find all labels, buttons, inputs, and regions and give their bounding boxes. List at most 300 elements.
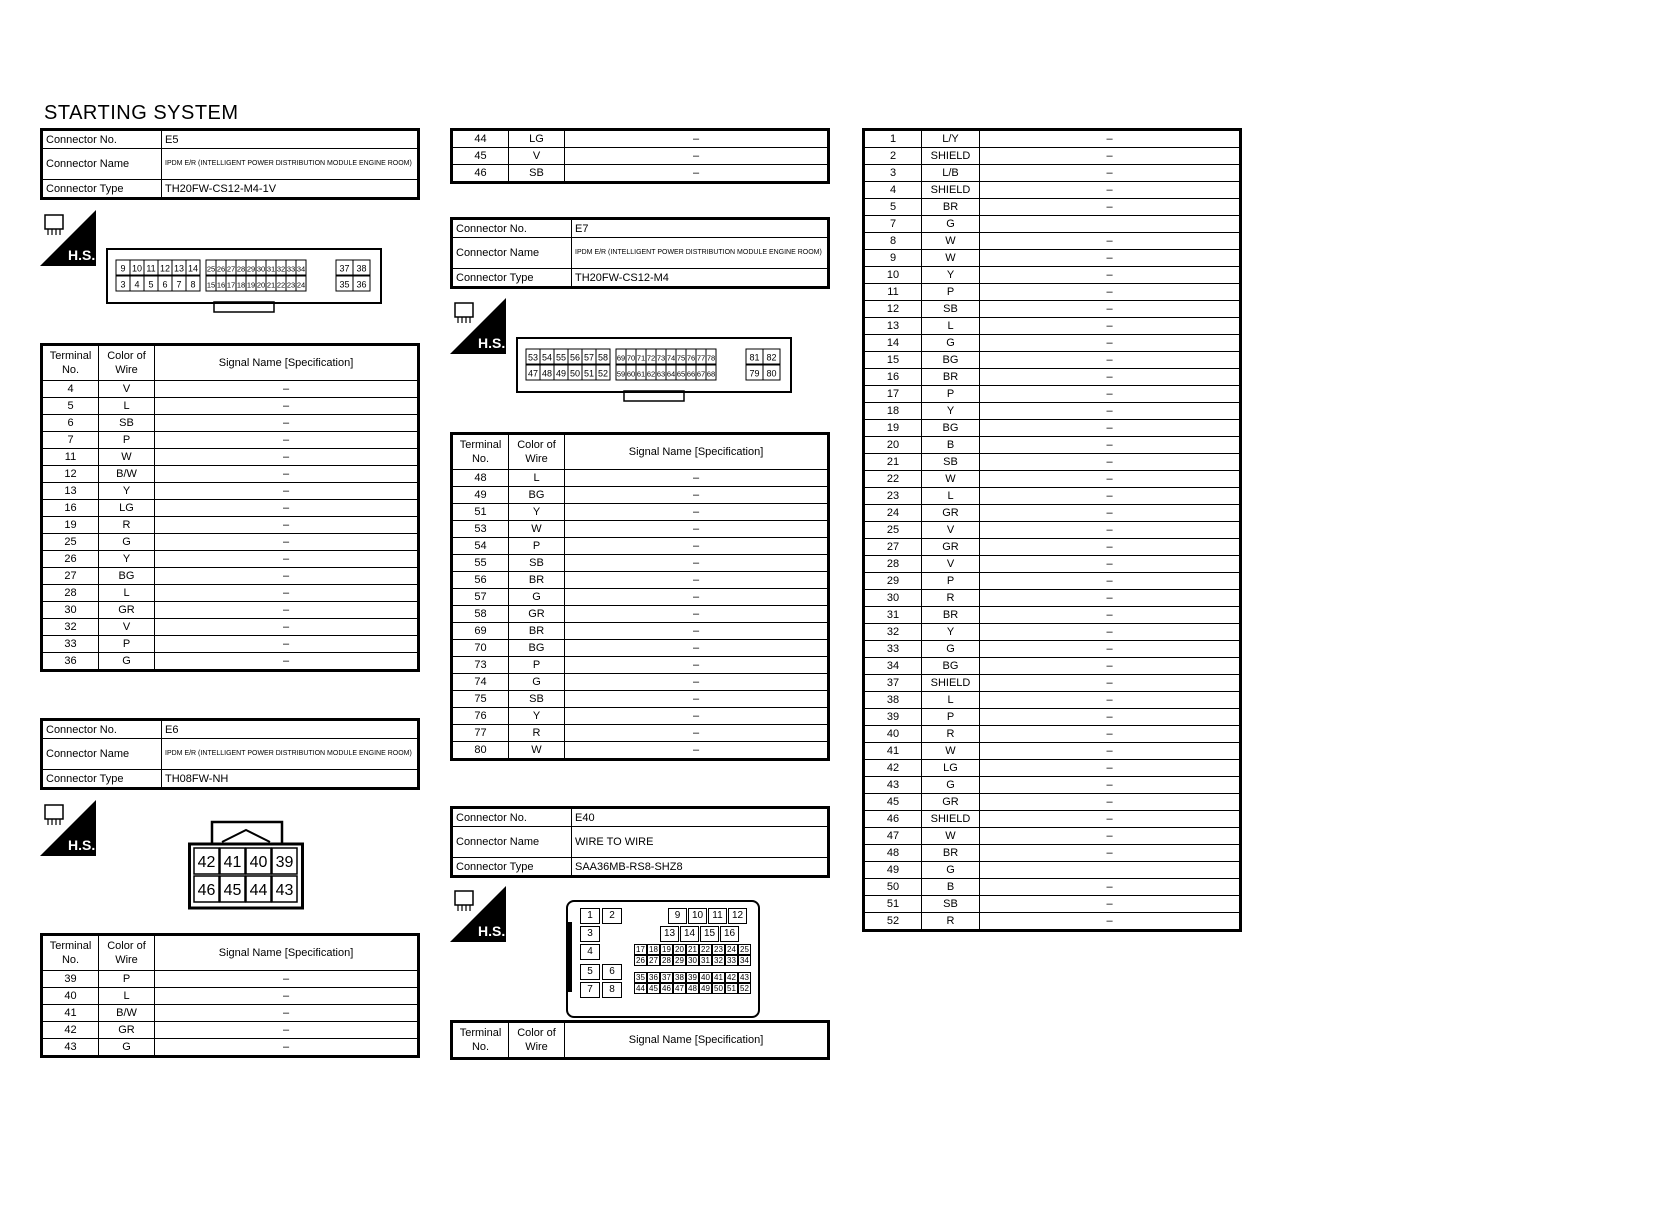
- pin-number: 35: [339, 279, 350, 290]
- pin-cell: 31: [699, 955, 712, 966]
- wire-color-cell: V: [509, 148, 565, 165]
- terminal-no-cell: 24: [864, 505, 922, 522]
- pin-cell: 4: [580, 944, 600, 960]
- pin-cell: 11: [708, 908, 727, 924]
- pin-cell: 38: [673, 972, 686, 983]
- wire-color-cell: Y: [922, 624, 980, 641]
- pin-number: 37: [339, 263, 350, 274]
- pin-number: 44: [249, 882, 268, 899]
- hs-text: H.S.: [68, 837, 96, 853]
- table-row: [864, 692, 1241, 709]
- terminal-no-cell: 52: [864, 913, 922, 931]
- wire-color-cell: Y: [922, 267, 980, 284]
- table-row: [864, 233, 1241, 250]
- signal-name-cell: –: [565, 674, 829, 691]
- pin-number: 59: [616, 369, 626, 379]
- table-row: [864, 454, 1241, 471]
- wire-color-cell: Y: [99, 483, 155, 500]
- signal-name-cell: –: [565, 708, 829, 725]
- label-connector-name: Connector Name: [452, 827, 572, 858]
- terminal-no-cell: 31: [864, 607, 922, 624]
- wire-color-cell: L: [922, 692, 980, 709]
- pin-number: 62: [646, 369, 656, 379]
- table-row: [42, 585, 419, 602]
- pin-number: 47: [527, 368, 539, 379]
- pin-cell: 27: [647, 955, 660, 966]
- table-row: [42, 971, 419, 988]
- pin-cell: 7: [580, 982, 600, 998]
- terminal-no-cell: 56: [452, 572, 509, 589]
- terminal-no-cell: 29: [864, 573, 922, 590]
- label-connector-type: Connector Type: [42, 180, 162, 199]
- wire-color-cell: V: [99, 381, 155, 398]
- pin-number: 61: [636, 369, 646, 379]
- e40-name: WIRE TO WIRE: [572, 827, 829, 858]
- header-signal-name: Signal Name [Specification]: [565, 1022, 829, 1059]
- table-row: [864, 318, 1241, 335]
- terminal-no-cell: 14: [864, 335, 922, 352]
- wire-color-cell: GR: [922, 794, 980, 811]
- table-row: [42, 398, 419, 415]
- signal-name-cell: –: [565, 691, 829, 708]
- terminal-no-cell: 77: [452, 725, 509, 742]
- pin-cell: 18: [647, 944, 660, 955]
- wire-color-cell: BG: [922, 352, 980, 369]
- pin-number: 42: [197, 854, 216, 871]
- header-terminal-no: Terminal No.: [452, 434, 509, 470]
- table-row: [452, 725, 829, 742]
- pin-number: 29: [246, 264, 256, 274]
- terminal-no-cell: 43: [42, 1039, 99, 1057]
- terminal-no-cell: 17: [864, 386, 922, 403]
- pin-cell: 32: [712, 955, 725, 966]
- terminal-table-e5: [40, 343, 420, 672]
- signal-name-cell: –: [565, 725, 829, 742]
- pin-number: 73: [656, 353, 666, 363]
- pin-number: 58: [597, 352, 609, 363]
- header-signal-name: Signal Name [Specification]: [155, 935, 419, 971]
- hs-text: H.S.: [68, 247, 96, 263]
- terminal-no-cell: 9: [864, 250, 922, 267]
- terminal-no-cell: 54: [452, 538, 509, 555]
- terminal-table-e7-continued: [450, 128, 830, 184]
- wire-color-cell: W: [922, 743, 980, 760]
- pin-cell: 42: [725, 972, 738, 983]
- signal-name-cell: –: [155, 466, 419, 483]
- pin-number: 50: [569, 368, 581, 379]
- table-row: [864, 913, 1241, 931]
- label-connector-no: Connector No.: [452, 219, 572, 238]
- table-row: [864, 726, 1241, 743]
- signal-name-cell: –: [155, 1022, 419, 1039]
- pin-number: 10: [131, 263, 143, 274]
- table-row: [452, 640, 829, 657]
- e6-no: E6: [162, 720, 419, 739]
- pin-number: 70: [626, 353, 636, 363]
- pin-cell: 15: [700, 926, 719, 942]
- table-row: [864, 624, 1241, 641]
- signal-name-cell: –: [980, 828, 1241, 845]
- table-row: [864, 641, 1241, 658]
- wire-color-cell: W: [509, 521, 565, 538]
- table-row: [864, 386, 1241, 403]
- pin-number: 15: [206, 280, 216, 290]
- table-row: [864, 556, 1241, 573]
- wire-color-cell: BG: [509, 487, 565, 504]
- pin-cell: 48: [686, 983, 699, 994]
- signal-name-cell: –: [980, 420, 1241, 437]
- terminal-no-cell: 57: [452, 589, 509, 606]
- terminal-no-cell: 25: [42, 534, 99, 551]
- e7-no: E7: [572, 219, 829, 238]
- wire-color-cell: L: [99, 585, 155, 602]
- table-row: [42, 1022, 419, 1039]
- table-row: [452, 165, 829, 183]
- pin-number: 38: [356, 263, 367, 274]
- pin-cell: 47: [673, 983, 686, 994]
- signal-name-cell: –: [980, 896, 1241, 913]
- wire-color-cell: BR: [509, 572, 565, 589]
- signal-name-cell: –: [980, 454, 1241, 471]
- table-row: [864, 590, 1241, 607]
- terminal-no-cell: 46: [452, 165, 509, 183]
- terminal-no-cell: 44: [452, 130, 509, 148]
- table-row: [42, 466, 419, 483]
- terminal-no-cell: 53: [452, 521, 509, 538]
- pin-number: 17: [226, 280, 236, 290]
- pin-number: 24: [296, 280, 306, 290]
- terminal-no-cell: 23: [864, 488, 922, 505]
- hs-text: H.S.: [478, 335, 506, 351]
- terminal-no-cell: 3: [864, 165, 922, 182]
- table-row: [42, 415, 419, 432]
- wire-color-cell: BR: [922, 369, 980, 386]
- pin-cell: 20: [673, 944, 686, 955]
- hs-badge-e40: [450, 886, 506, 942]
- signal-name-cell: –: [980, 845, 1241, 862]
- terminal-no-cell: 30: [42, 602, 99, 619]
- header-terminal-no: Terminal No.: [452, 1022, 509, 1059]
- wire-color-cell: R: [922, 726, 980, 743]
- table-row: [42, 500, 419, 517]
- wire-color-cell: L: [509, 470, 565, 487]
- table-row: [452, 538, 829, 555]
- pin-number: 60: [626, 369, 636, 379]
- wire-color-cell: B: [922, 437, 980, 454]
- terminal-table-e6: [40, 933, 420, 1058]
- pin-cell: 12: [728, 908, 747, 924]
- terminal-no-cell: 12: [42, 466, 99, 483]
- signal-name-cell: –: [980, 879, 1241, 896]
- pin-cell: 2: [602, 908, 622, 924]
- terminal-no-cell: 58: [452, 606, 509, 623]
- terminal-no-cell: 42: [864, 760, 922, 777]
- wire-color-cell: V: [99, 619, 155, 636]
- signal-name-cell: –: [155, 449, 419, 466]
- hs-badge-e6: [40, 800, 96, 856]
- terminal-no-cell: 13: [864, 318, 922, 335]
- signal-name-cell: –: [980, 488, 1241, 505]
- wire-color-cell: G: [509, 674, 565, 691]
- signal-name-cell: –: [565, 657, 829, 674]
- pin-number: 18: [236, 280, 246, 290]
- table-row: [864, 794, 1241, 811]
- signal-name-cell: –: [565, 148, 829, 165]
- table-row: [864, 301, 1241, 318]
- terminal-no-cell: 2: [864, 148, 922, 165]
- signal-name-cell: –: [980, 233, 1241, 250]
- label-connector-type: Connector Type: [452, 858, 572, 877]
- terminal-no-cell: 46: [864, 811, 922, 828]
- signal-name-cell: –: [565, 589, 829, 606]
- pin-number: 46: [197, 882, 216, 899]
- wire-color-cell: R: [922, 590, 980, 607]
- table-row: [452, 606, 829, 623]
- signal-name-cell: –: [980, 692, 1241, 709]
- terminal-no-cell: 4: [42, 381, 99, 398]
- label-connector-name: Connector Name: [42, 739, 162, 770]
- wire-color-cell: GR: [922, 539, 980, 556]
- table-row: [864, 811, 1241, 828]
- table-row: [864, 709, 1241, 726]
- pin-number: 36: [356, 279, 367, 290]
- table-row: [42, 636, 419, 653]
- signal-name-cell: –: [155, 483, 419, 500]
- pin-cell: 13: [660, 926, 679, 942]
- wire-color-cell: W: [922, 828, 980, 845]
- connector-info-e5: [40, 128, 420, 200]
- wire-color-cell: G: [922, 216, 980, 233]
- table-row: [864, 896, 1241, 913]
- pin-number: 54: [541, 352, 553, 363]
- pin-number: 11: [146, 263, 156, 274]
- terminal-no-cell: 1: [864, 130, 922, 148]
- pin-number: 65: [676, 369, 686, 379]
- terminal-no-cell: 7: [42, 432, 99, 449]
- signal-name-cell: –: [980, 301, 1241, 318]
- wire-color-cell: SB: [922, 301, 980, 318]
- terminal-no-cell: 5: [42, 398, 99, 415]
- e40-type: SAA36MB-RS8-SHZ8: [572, 858, 829, 877]
- wire-color-cell: Y: [509, 708, 565, 725]
- signal-name-cell: –: [980, 573, 1241, 590]
- terminal-no-cell: 16: [42, 500, 99, 517]
- pin-number: 80: [766, 368, 777, 379]
- pin-number: 48: [541, 368, 553, 379]
- wire-color-cell: L: [99, 398, 155, 415]
- pin-number: 77: [696, 353, 706, 363]
- pin-cell: 3: [580, 926, 600, 942]
- wire-color-cell: BG: [509, 640, 565, 657]
- terminal-no-cell: 30: [864, 590, 922, 607]
- signal-name-cell: –: [155, 568, 419, 585]
- pin-cell: 26: [634, 955, 647, 966]
- signal-name-cell: –: [155, 636, 419, 653]
- pin-number: 26: [216, 264, 226, 274]
- pin-cell: 8: [602, 982, 622, 998]
- terminal-no-cell: 50: [864, 879, 922, 896]
- wire-color-cell: SB: [922, 896, 980, 913]
- wire-color-cell: P: [922, 386, 980, 403]
- table-row: [864, 130, 1241, 148]
- table-row: [452, 148, 829, 165]
- table-row: [452, 623, 829, 640]
- wire-color-cell: V: [922, 556, 980, 573]
- terminal-no-cell: 22: [864, 471, 922, 488]
- pin-cell: 43: [738, 972, 751, 983]
- terminal-no-cell: 40: [864, 726, 922, 743]
- table-row: [864, 743, 1241, 760]
- pin-number: 28: [236, 264, 246, 274]
- table-row: [864, 675, 1241, 692]
- terminal-no-cell: 76: [452, 708, 509, 725]
- signal-name-cell: –: [155, 381, 419, 398]
- signal-name-cell: –: [565, 572, 829, 589]
- terminal-table-e40-header: [450, 1020, 830, 1060]
- wire-color-cell: SB: [509, 555, 565, 572]
- wire-color-cell: V: [922, 522, 980, 539]
- terminal-no-cell: 42: [42, 1022, 99, 1039]
- signal-name-cell: –: [980, 743, 1241, 760]
- table-row: [452, 691, 829, 708]
- terminal-no-cell: 45: [452, 148, 509, 165]
- table-row: [42, 988, 419, 1005]
- table-row: [864, 658, 1241, 675]
- table-row: [864, 573, 1241, 590]
- table-row: [864, 165, 1241, 182]
- signal-name-cell: –: [980, 471, 1241, 488]
- terminal-no-cell: 38: [864, 692, 922, 709]
- table-row: [864, 182, 1241, 199]
- wire-color-cell: W: [509, 742, 565, 760]
- terminal-no-cell: 25: [864, 522, 922, 539]
- wire-color-cell: Y: [99, 551, 155, 568]
- connector-key: [568, 922, 572, 992]
- terminal-no-cell: 49: [452, 487, 509, 504]
- table-row: [42, 1005, 419, 1022]
- wire-color-cell: G: [509, 589, 565, 606]
- terminal-no-cell: 80: [452, 742, 509, 760]
- terminal-no-cell: 48: [864, 845, 922, 862]
- label-connector-type: Connector Type: [42, 770, 162, 789]
- signal-name-cell: –: [980, 709, 1241, 726]
- terminal-no-cell: 40: [42, 988, 99, 1005]
- pin-number: 66: [686, 369, 696, 379]
- signal-name-cell: –: [565, 504, 829, 521]
- table-row: [864, 420, 1241, 437]
- header-color-of-wire: Color of Wire: [99, 935, 155, 971]
- signal-name-cell: –: [980, 148, 1241, 165]
- connector-diagram-e7: [516, 337, 792, 410]
- header-terminal-no: Terminal No.: [42, 935, 99, 971]
- terminal-no-cell: 48: [452, 470, 509, 487]
- terminal-no-cell: 8: [864, 233, 922, 250]
- pin-number: 76: [686, 353, 696, 363]
- signal-name-cell: –: [980, 352, 1241, 369]
- table-row: [452, 589, 829, 606]
- pin-number: 4: [134, 279, 140, 290]
- signal-name-cell: –: [980, 556, 1241, 573]
- signal-name-cell: –: [980, 641, 1241, 658]
- table-row: [864, 488, 1241, 505]
- table-row: [864, 828, 1241, 845]
- wire-color-cell: BG: [922, 658, 980, 675]
- pin-number: 82: [766, 352, 777, 363]
- signal-name-cell: –: [980, 437, 1241, 454]
- signal-name-cell: –: [980, 913, 1241, 931]
- hs-badge-e7: [450, 298, 506, 354]
- signal-name-cell: –: [155, 602, 419, 619]
- table-row: [42, 619, 419, 636]
- header-terminal-no: Terminal No.: [42, 345, 99, 381]
- signal-name-cell: –: [980, 794, 1241, 811]
- wire-color-cell: R: [509, 725, 565, 742]
- e5-no: E5: [162, 130, 419, 149]
- table-row: [864, 352, 1241, 369]
- hs-text: H.S.: [478, 923, 506, 939]
- pin-number: 6: [162, 279, 168, 290]
- terminal-no-cell: 32: [864, 624, 922, 641]
- pin-number: 67: [696, 369, 706, 379]
- pin-block: [106, 248, 382, 316]
- pin-cell: 33: [725, 955, 738, 966]
- table-row: [42, 534, 419, 551]
- table-row: [864, 760, 1241, 777]
- connector-diagram-e40: [566, 900, 760, 1018]
- wire-color-cell: L: [922, 318, 980, 335]
- wire-color-cell: P: [922, 284, 980, 301]
- terminal-no-cell: 73: [452, 657, 509, 674]
- pin-number: 52: [597, 368, 609, 379]
- header-signal-name: Signal Name [Specification]: [155, 345, 419, 381]
- terminal-no-cell: 55: [452, 555, 509, 572]
- pin-cell: 34: [738, 955, 751, 966]
- pin-number: 22: [276, 280, 286, 290]
- terminal-no-cell: 39: [42, 971, 99, 988]
- signal-name-cell: –: [980, 318, 1241, 335]
- wire-color-cell: BG: [99, 568, 155, 585]
- terminal-no-cell: 5: [864, 199, 922, 216]
- terminal-no-cell: 21: [864, 454, 922, 471]
- table-row: [42, 602, 419, 619]
- terminal-no-cell: 39: [864, 709, 922, 726]
- signal-name-cell: –: [155, 517, 419, 534]
- table-row: [452, 555, 829, 572]
- wire-color-cell: SHIELD: [922, 675, 980, 692]
- wire-color-cell: SB: [509, 691, 565, 708]
- wire-color-cell: GR: [509, 606, 565, 623]
- terminal-no-cell: 75: [452, 691, 509, 708]
- e7-type: TH20FW-CS12-M4: [572, 269, 829, 288]
- pin-cell: 16: [720, 926, 739, 942]
- wire-color-cell: LG: [922, 760, 980, 777]
- signal-name-cell: –: [980, 658, 1241, 675]
- table-row: [452, 742, 829, 760]
- pin-cell: 49: [699, 983, 712, 994]
- signal-name-cell: –: [155, 534, 419, 551]
- wire-color-cell: B/W: [99, 466, 155, 483]
- wire-color-cell: P: [99, 432, 155, 449]
- pin-number: 57: [583, 352, 595, 363]
- terminal-no-cell: 13: [42, 483, 99, 500]
- signal-name-cell: –: [155, 432, 419, 449]
- pin-block: [516, 337, 792, 405]
- pin-number: 3: [120, 279, 126, 290]
- pin-number: 71: [636, 353, 646, 363]
- signal-name-cell: –: [565, 165, 829, 183]
- table-row: [452, 487, 829, 504]
- signal-name-cell: –: [980, 811, 1241, 828]
